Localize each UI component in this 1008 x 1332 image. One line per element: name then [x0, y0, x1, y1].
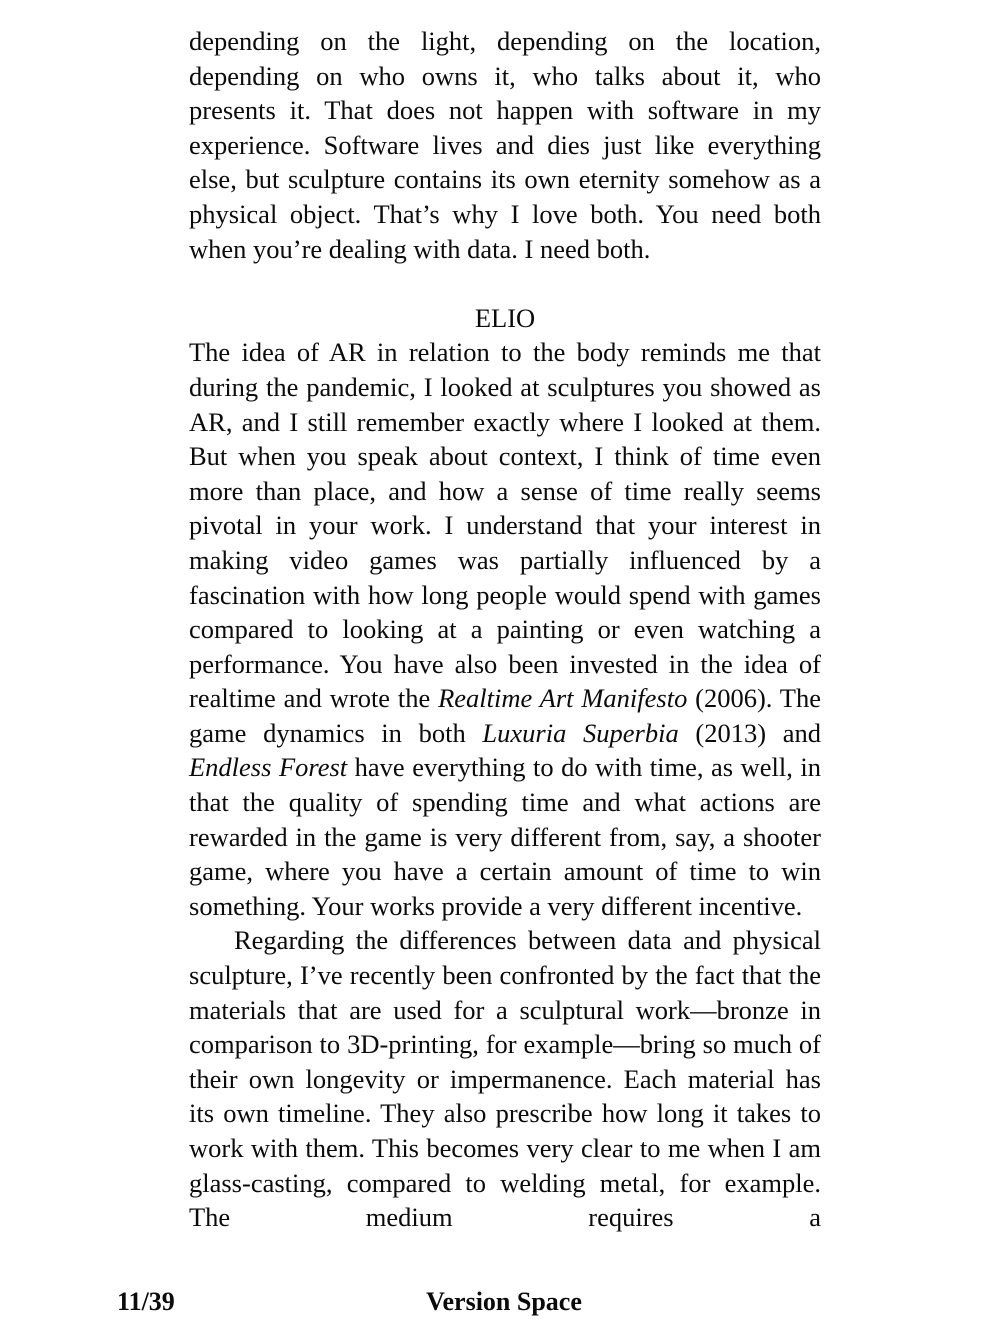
paragraph-elio-speech	[189, 335, 821, 923]
work-title-italic: Luxuria Superbia	[482, 717, 679, 748]
page-footer	[0, 1285, 1008, 1321]
page-number-indicator: 11/39	[117, 1287, 175, 1316]
work-title-italic: Endless Forest	[189, 752, 348, 783]
speech-text: have everything to do with time, as well, in that the quality of spending time and what actions are rewarded in the game is very different from, say, a shooter game, where you have a certain amount of time to win something. Your works provide a very different incentive.	[189, 752, 821, 921]
speaker-heading: ELIO	[474, 302, 536, 333]
running-title: Version Space	[426, 1287, 582, 1316]
paragraph-continuation: depending on the light, depending on the location, depending on who owns it, who talks about it, who presents it. That does not happen with software in my experience. Software lives and dies just like everything else, but sculpture contains its own eternity somehow as a physical object. That’s why I love both. You need both when you’re dealing with data. I need both.	[189, 26, 821, 264]
work-title-italic: Realtime Art Manifesto	[438, 683, 688, 714]
speech-text: (2006). The game dynamics in both	[189, 683, 821, 748]
speech-text: The idea of AR in relation to the body reminds me that during the pandemic, I looked at sculptures you showed as AR, and I still remember exactly where I looked at them. But when you speak about context, I think of time even more than place, and how a sense of time really seems pivotal in your work. I understand that your interest in making video games was partially influenced by a fascination with how long people would spend with games compared to looking at a painting or even watching a performance. You have also been invested in the idea of realtime and wrote the	[189, 337, 821, 714]
paragraph-elio-speech-continued: Regarding the differences between data and physical sculpture, I’ve recently been confronted by the fact that the materials that are used for a sculptural work—bronze in comparison to 3D-printing, for example—bring so much of their own longevity or impermanence. Each material has its own timeline. They also prescribe how long it takes to work with them. This becomes very clear to me when I am glass-casting, compared to welding metal, for example. The medium requires a	[189, 925, 821, 1233]
speech-text: (2013) and	[678, 717, 821, 748]
page-text-column	[189, 24, 821, 1235]
